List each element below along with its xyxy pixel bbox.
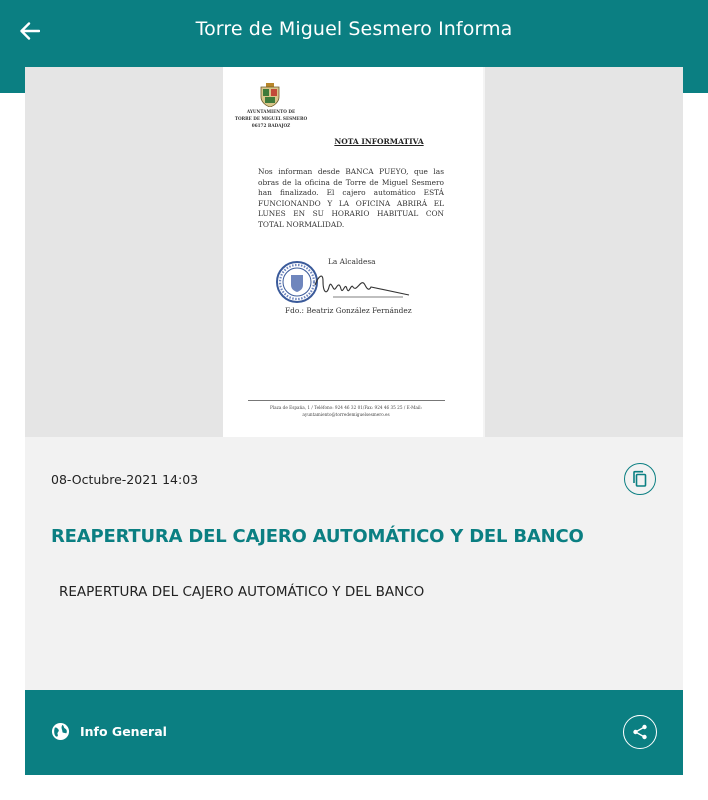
post-title: REAPERTURA DEL CAJERO AUTOMÁTICO Y DEL BANCO [51, 526, 584, 547]
category-label: Info General [80, 724, 167, 739]
signer-name: Fdo.: Beatriz González Fernández [285, 306, 412, 315]
category-link[interactable] [51, 722, 167, 741]
post-body: REAPERTURA DEL CAJERO AUTOMÁTICO Y DEL BANCO [59, 584, 425, 600]
document-heading: NOTA INFORMATIVA [334, 137, 424, 146]
org-line: TORRE DE MIGUEL SESMERO [234, 116, 308, 121]
share-button[interactable] [623, 715, 657, 749]
signature-icon [313, 267, 413, 303]
globe-icon [51, 722, 70, 741]
share-icon [632, 724, 648, 740]
post-footer-bar [25, 690, 683, 775]
document-organization [233, 108, 309, 129]
signer-role: La Alcaldesa [328, 257, 376, 266]
org-line: 06172 BADAJOZ [251, 123, 291, 128]
document-page [223, 67, 485, 437]
page-title: Torre de Miguel Sesmero Informa [195, 18, 513, 40]
news-image[interactable] [25, 67, 683, 437]
post-date: 08-Octubre-2021 14:03 [51, 472, 199, 487]
news-card [25, 67, 683, 775]
org-line: AYUNTAMIENTO DE [246, 109, 296, 114]
page-edge-divider [483, 67, 485, 437]
document-footer: Plaza de España, 1 / Teléfono: 924 46 32 01/Fax: 924 46 35 25 / E-Mail: ayuntamiento@torredemiguelsesmero.es [269, 405, 423, 417]
copy-button[interactable] [624, 463, 656, 495]
copy-icon [632, 470, 648, 488]
document-footer-divider [248, 400, 445, 401]
document-body: Nos informan desde BANCA PUEYO, que las obras de la oficina de Torre de Miguel Sesmero han finalizado. El cajero automático ESTÁ FUNCIONANDO Y LA OFICINA ABRIRÁ EL LUNES EN SU HORARIO HABITUAL CON TOTAL NORMALIDAD. [258, 167, 444, 229]
coat-of-arms-icon [260, 83, 280, 107]
